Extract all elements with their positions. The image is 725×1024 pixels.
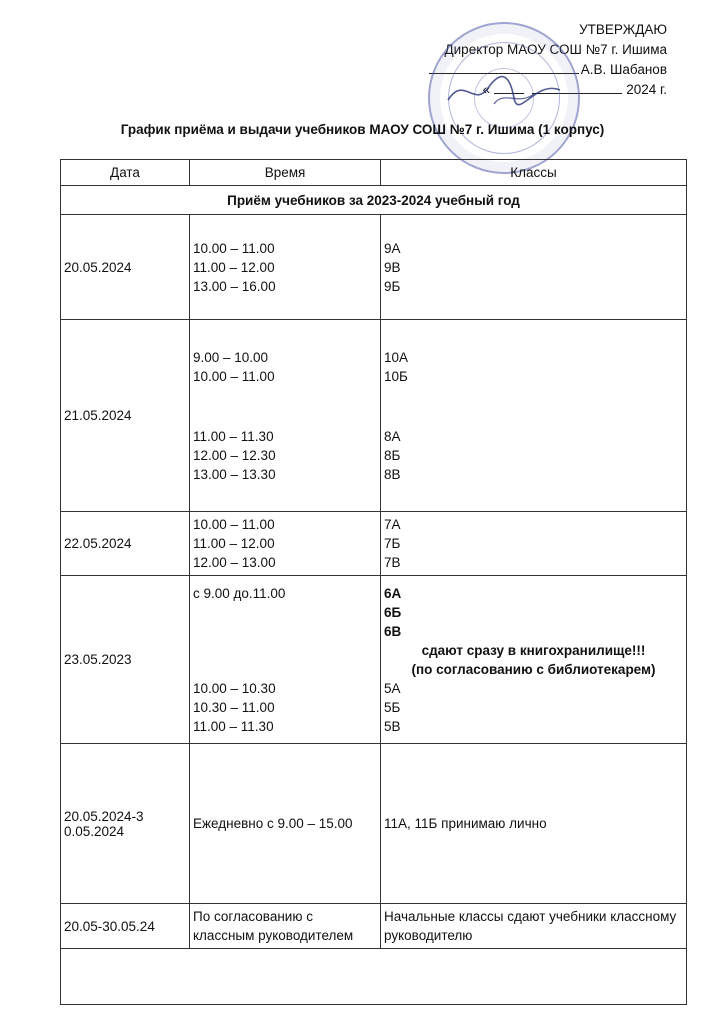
- row-classes: [381, 320, 687, 512]
- class-item: 6Б: [384, 604, 402, 620]
- row-date: 21.05.2024: [61, 320, 190, 512]
- approval-date-open: «: [482, 82, 491, 97]
- table-row-empty: [61, 949, 687, 1005]
- time-slot: 11.00 – 11.30: [193, 718, 274, 734]
- table-row: [61, 320, 687, 512]
- header-date: Дата: [61, 160, 190, 186]
- class-item: 7А: [384, 517, 401, 532]
- time-slot: 9.00 – 10.00: [193, 349, 269, 365]
- section-row: [61, 186, 687, 215]
- spacer: [193, 603, 377, 679]
- row-times: [190, 512, 381, 576]
- spacer: [384, 386, 683, 427]
- row-date: 20.05.2024: [61, 215, 190, 320]
- librarian-note: (по согласованию с библиотекарем): [411, 661, 656, 677]
- class-item: 9Б: [384, 278, 401, 294]
- row-classes: [381, 215, 687, 320]
- approval-date-year: 2024 г.: [626, 82, 667, 97]
- row-date: [61, 744, 190, 904]
- row-classes: [381, 576, 687, 744]
- table-row: [61, 215, 687, 320]
- row-date: 22.05.2024: [61, 512, 190, 576]
- class-item: 6В: [384, 623, 402, 639]
- class-item: 8В: [384, 466, 401, 482]
- time-slot: 10.00 – 11.00: [193, 368, 275, 384]
- time-slot: 13.00 – 13.30: [193, 466, 276, 482]
- time-slot: 10.00 – 10.30: [193, 680, 276, 696]
- row-date-text: 20.05.2024-30.05.2024: [64, 808, 144, 839]
- time-slot: 12.00 – 12.30: [193, 447, 276, 463]
- time-slot: 12.00 – 13.00: [193, 555, 276, 570]
- class-item: 9А: [384, 240, 401, 256]
- row-classes: [381, 512, 687, 576]
- table-row: [61, 576, 687, 744]
- row-times: [190, 215, 381, 320]
- approval-position: Директор МАОУ СОШ №7 г. Ишима: [444, 42, 667, 57]
- table-row: [61, 904, 687, 949]
- handwritten-signature: [444, 70, 564, 110]
- time-slot: 11.00 – 12.00: [193, 536, 275, 551]
- header-classes: Классы: [381, 160, 687, 186]
- class-item: 5Б: [384, 699, 401, 715]
- time-slot: 10.00 – 11.00: [193, 517, 275, 532]
- spacer: [193, 386, 377, 427]
- approval-heading: УТВЕРЖДАЮ: [579, 22, 667, 37]
- time-slot: 10.30 – 11.00: [193, 699, 275, 715]
- row-classes: 11А, 11Б принимаю лично: [381, 744, 687, 904]
- time-slot: 13.00 – 16.00: [193, 278, 276, 294]
- empty-cell: [61, 949, 687, 1005]
- class-item: 10А: [384, 349, 409, 365]
- table-row: [61, 744, 687, 904]
- class-item: 7В: [384, 555, 401, 570]
- time-slot: 11.00 – 12.00: [193, 259, 275, 275]
- table-row: [61, 512, 687, 576]
- time-slot: 10.00 – 11.00: [193, 240, 275, 256]
- storage-note: сдают сразу в книгохранилище!!!: [421, 642, 646, 658]
- row-date: 23.05.2023: [61, 576, 190, 744]
- header-time: Время: [190, 160, 381, 186]
- row-date: 20.05-30.05.24: [61, 904, 190, 949]
- section-title: Приём учебников за 2023-2024 учебный год: [61, 186, 687, 215]
- row-times: [190, 576, 381, 744]
- class-item: 10Б: [384, 368, 408, 384]
- class-item: 9В: [384, 259, 401, 275]
- time-slot: с 9.00 до.11.00: [193, 585, 286, 601]
- schedule-table: [60, 159, 687, 1005]
- class-item: 6А: [384, 585, 402, 601]
- class-item: 5А: [384, 680, 401, 696]
- time-slot: 11.00 – 11.30: [193, 428, 274, 444]
- row-classes: Начальные классы сдают учебники классному руководителю: [381, 904, 687, 949]
- row-times: [190, 320, 381, 512]
- approval-name: А.В. Шабанов: [580, 62, 667, 77]
- row-times: По согласованию с классным руководителем: [190, 904, 381, 949]
- table-header-row: [61, 160, 687, 186]
- class-item: 7Б: [384, 536, 401, 551]
- class-item: 8Б: [384, 447, 401, 463]
- row-times: Ежедневно с 9.00 – 15.00: [190, 744, 381, 904]
- class-item: 5В: [384, 718, 401, 734]
- class-item: 8А: [384, 428, 401, 444]
- page-title: График приёма и выдачи учебников МАОУ СОШ №7 г. Ишима (1 корпус): [120, 122, 605, 137]
